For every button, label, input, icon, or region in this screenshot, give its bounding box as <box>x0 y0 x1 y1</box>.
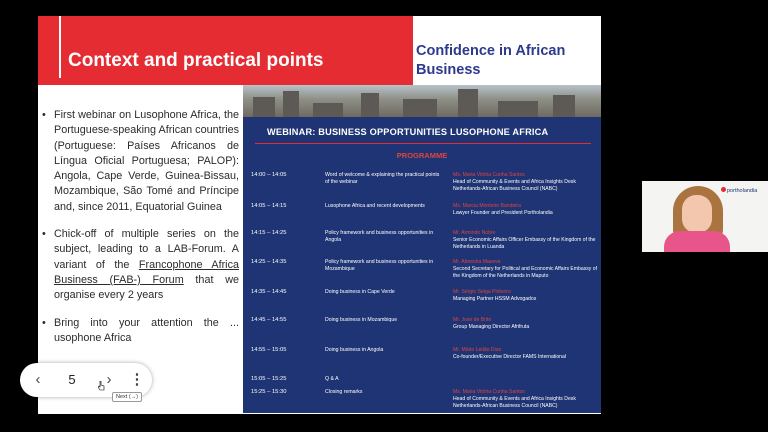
speaker-role: Co-founder/Executive Director FAMS International <box>453 354 566 360</box>
speaker-name: Mr. Abnesha Maseve <box>453 259 501 265</box>
row-time: 15:05 – 15:25 <box>251 376 287 382</box>
bullet-item: • Bring into your attention the ... usophone Africa <box>42 316 239 344</box>
poster-title: WEBINAR: BUSINESS OPPORTUNITIES LUSOPHONE AFRICA <box>267 127 549 137</box>
programme-row <box>251 289 596 319</box>
row-topic: Doing business in Angola <box>325 347 384 353</box>
speaker-name: Ms. Maria Vitória Cunha Santos <box>453 172 525 178</box>
programme-row <box>251 317 596 347</box>
bullet-item: • Chick-off of multiple series on the subject, leading to a LAB-Forum. A variant of the Francophone Africa Business (FAB-) Forum that we organise every 2 years <box>42 228 239 302</box>
programme-row <box>251 347 596 377</box>
next-tooltip: Next (→) <box>112 392 142 402</box>
bullet-text: Chick-off of multiple series on the subject, leading to a LAB-Forum. A variant of the <box>54 228 239 271</box>
presenter-video-feed <box>642 181 768 252</box>
previous-slide-button[interactable] <box>28 369 48 391</box>
bullet-text: Bring into your attention the ... usophone Africa <box>54 316 239 344</box>
speaker-role: Lawyer Founder and President Portholandia <box>453 210 553 216</box>
speaker-name: Mr. Armindo Nobre <box>453 230 496 236</box>
more-vertical-icon: ⋮ <box>129 371 145 388</box>
row-topic: Doing business in Mozambique <box>325 317 398 323</box>
presentation-slide <box>35 16 601 414</box>
city-skyline-photo <box>243 85 601 117</box>
speaker-name: Ms. Marcia Monteiro Bandeira <box>453 203 521 209</box>
speaker-role: Head of Community & Events and Africa Insights Desk Netherlands-African Business Council (NABC) <box>453 179 576 192</box>
fab-forum-link[interactable]: Francophone Africa Business (FAB-) Forum <box>54 258 239 286</box>
programme-row <box>251 259 596 289</box>
speaker-role: Senior Economic Affairs Officer Embassy of the Kingdom of the Netherlands in Luanda <box>453 237 596 250</box>
slide-tagline: Confidence in African Business <box>416 43 566 78</box>
page-number-indicator[interactable]: 5 <box>68 372 76 387</box>
row-time: 15:25 – 15:30 <box>251 389 287 395</box>
programme-row <box>251 172 596 202</box>
row-speaker <box>453 172 601 193</box>
chevron-left-icon: ‹ <box>35 371 41 388</box>
row-time: 14:15 – 14:25 <box>251 230 287 236</box>
banner-divider <box>59 16 61 78</box>
row-speaker <box>453 289 601 303</box>
row-time: 14:00 – 14:05 <box>251 172 287 178</box>
row-topic: Q & A <box>325 376 339 382</box>
row-time: 14:35 – 14:45 <box>251 289 287 295</box>
speaker-role: Second Secretary for Political and Economic Affairs Embassy of the Kingdom of the Netherlands in Maputo <box>453 266 598 279</box>
webinar-programme-poster <box>243 117 601 413</box>
row-topic: Doing business in Cape Verde <box>325 289 395 295</box>
speaker-name: Mr. José de Brito <box>453 317 492 323</box>
row-speaker <box>453 230 601 251</box>
speaker-name: Mr. Sérgio Seiga Pinheiro <box>453 289 511 295</box>
chevron-right-icon: › <box>106 371 112 388</box>
row-topic: Policy framework and business opportunities in Angola <box>325 230 434 243</box>
slide-title: Context and practical points <box>68 50 324 71</box>
row-time: 14:25 – 14:35 <box>251 259 287 265</box>
row-topic: Lusophone Africa and recent developments <box>325 203 425 209</box>
portholandia-logo-text: portholandia <box>727 188 758 194</box>
more-options-button[interactable] <box>127 369 147 391</box>
poster-divider <box>255 143 591 144</box>
programme-row <box>251 203 596 233</box>
row-topic: Word of welcome & explaining the practical points of the webinar <box>325 172 440 185</box>
title-banner <box>38 16 413 85</box>
speaker-role: Head of Community & Events and Africa Insights Desk Netherlands-African Business Council (NABC) <box>453 396 576 409</box>
presenter-face <box>682 195 712 233</box>
row-speaker <box>453 317 601 331</box>
bullet-text: First webinar on Lusophone Africa, the Portuguese-speaking African countries (Portuguese: Países Africanos de Língua Oficial Portuguesa; PALOP): Angola, Cape Verde, Guinea-Bissau, Mozambique, São Tomé and Príncipe and, since 2011, Equatorial Guinea <box>54 109 239 213</box>
bullet-list <box>42 108 239 358</box>
row-topic: Closing remarks <box>325 389 363 395</box>
programme-row <box>251 389 596 414</box>
programme-row <box>251 230 596 260</box>
row-speaker <box>453 347 601 361</box>
bullet-item: • First webinar on Lusophone Africa, the Portuguese-speaking African countries (Portuguese: Países Africanos de Língua Oficial Portuguesa; PALOP): Angola, Cape Verde, Guinea-Bissau, Mozambique, São Tomé and Príncipe and, since 2011, Equatorial Guinea <box>42 109 239 213</box>
row-time: 14:45 – 14:55 <box>251 317 287 323</box>
row-time: 14:05 – 14:15 <box>251 203 287 209</box>
row-speaker <box>453 389 601 410</box>
hand-cursor-icon <box>98 381 106 391</box>
presenter-shirt <box>664 231 730 252</box>
speaker-role: Group Managing Director Afrifruta <box>453 324 530 330</box>
speaker-name: Mr. Mário Leitão Dias <box>453 347 502 353</box>
programme-heading: PROGRAMME <box>396 151 448 160</box>
bullet-text: that we organise every 2 years <box>54 273 239 302</box>
row-time: 14:55 – 15:05 <box>251 347 287 353</box>
row-speaker <box>453 259 601 280</box>
row-speaker <box>453 203 601 217</box>
speaker-name: Ms. Maria Vitória Cunha Santos <box>453 389 525 395</box>
portholandia-logo-icon <box>721 187 726 192</box>
speaker-role: Managing Partner HSSM Advogados <box>453 296 537 302</box>
row-topic: Policy framework and business opportunities in Mozambique <box>325 259 434 272</box>
